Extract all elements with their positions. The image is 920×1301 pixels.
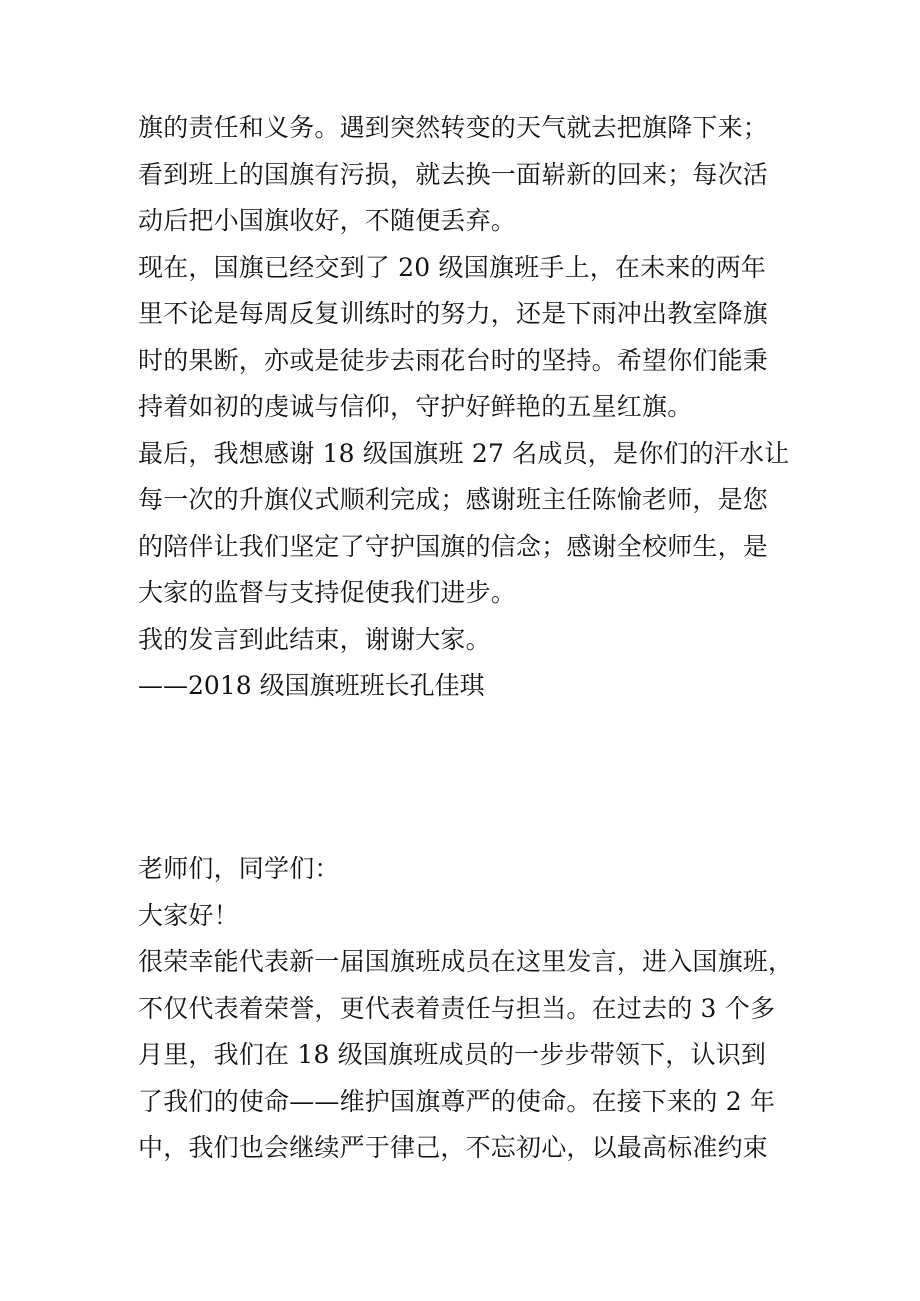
- text-line: 现在，国旗已经交到了 20 级国旗班手上，在未来的两年: [138, 252, 767, 282]
- text-line: 了我们的使命——维护国旗尊严的使命。在接下来的 2 年: [138, 1086, 776, 1116]
- speech-section-1: [138, 105, 788, 710]
- text-line: 大家的监督与支持促使我们进步。: [138, 578, 517, 607]
- speaker-signature: ——2018 级国旗班班长孔佳琪: [138, 671, 485, 700]
- text-line: 每一次的升旗仪式顺利完成；感谢班主任陈愉老师，是您: [138, 485, 769, 514]
- text-line: 月里，我们在 18 级国旗班成员的一步步带领下，认识到: [138, 1040, 767, 1069]
- text-line: 动后把小国旗收好，不随便丢弃。: [138, 206, 517, 235]
- text-line: 我的发言到此结束，谢谢大家。: [138, 624, 491, 654]
- text-line: 不仅代表着荣誉，更代表着责任与担当。在过去的 3 个多: [138, 993, 776, 1023]
- text-line: 时的果断，亦或是徒步去雨花台时的坚持。希望你们能秉: [138, 345, 769, 375]
- text-line: 里不论是每周反复训练时的努力，还是下雨冲出教室降旗: [138, 299, 769, 328]
- text-line: 旗的责任和义务。遇到突然转变的天气就去把旗降下来；: [138, 113, 769, 142]
- greeting-line: 老师们，同学们：: [138, 854, 340, 883]
- text-line: 中，我们也会继续严于律己，不忘初心，以最高标准约束: [138, 1133, 769, 1162]
- text-line: 持着如初的虔诚与信仰，守护好鲜艳的五星红旗。: [138, 392, 693, 421]
- text-line: 的陪伴让我们坚定了守护国旗的信念；感谢全校师生，是: [138, 531, 769, 561]
- greeting-line: 大家好！: [138, 900, 239, 930]
- text-line: 很荣幸能代表新一届国旗班成员在这里发言，进入国旗班，: [138, 947, 794, 976]
- text-line: 看到班上的国旗有污损，就去换一面崭新的回来；每次活: [138, 159, 769, 189]
- text-line: 最后，我想感谢 18 级国旗班 27 名成员，是你们的汗水让: [138, 438, 790, 468]
- speech-section-2: [138, 846, 794, 1172]
